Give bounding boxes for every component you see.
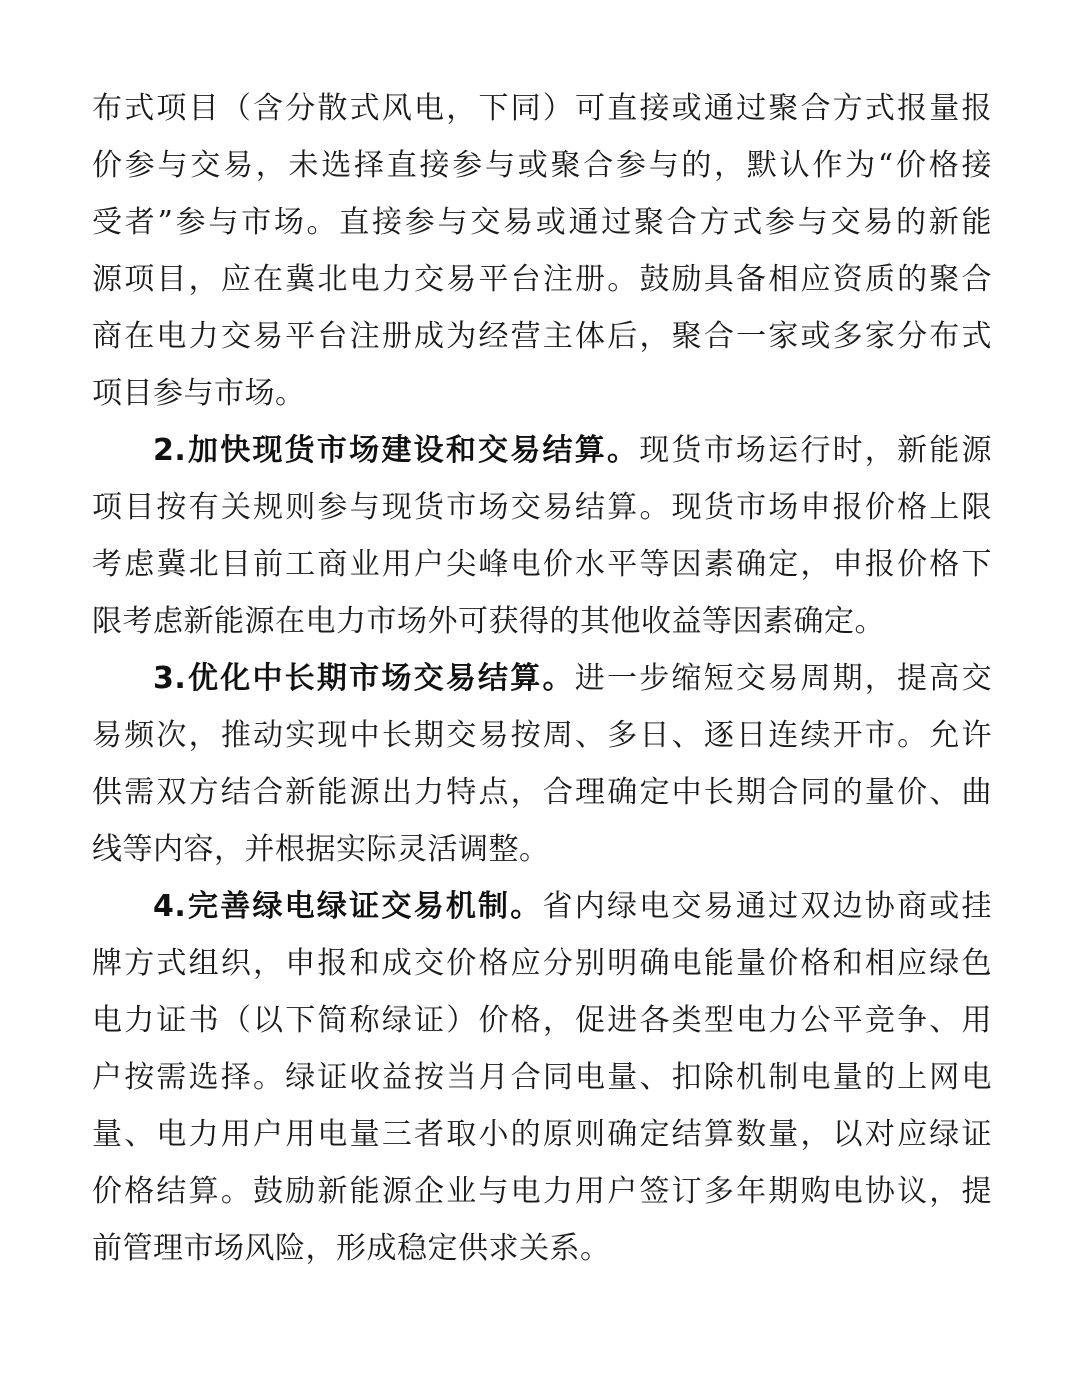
section-3-text: 进一步缩短交易周期，提高交 bbox=[574, 661, 992, 696]
text-line: 受者”参与市场。直接参与交易或通过聚合方式参与交易的新能 bbox=[92, 205, 992, 240]
text-line: 易频次，推动实现中长期交易按周、多日、逐日连续开市。允许 bbox=[92, 718, 992, 753]
text-line: 项目按有关规则参与现货市场交易结算。现货市场申报价格上限 bbox=[92, 490, 992, 525]
section-4-heading: 4.完善绿电绿证交易机制。 bbox=[153, 889, 543, 924]
section-3-heading: 3.优化中长期市场交易结算。 bbox=[153, 661, 575, 696]
section-2-first-line bbox=[92, 422, 992, 479]
section-2-text: 现货市场运行时，新能源 bbox=[639, 433, 992, 468]
text-line: 量、电力用户用电量三者取小的原则确定结算数量，以对应绿证 bbox=[92, 1117, 992, 1152]
text-line: 前管理市场风险，形成稳定供求关系。 bbox=[92, 1231, 611, 1266]
section-4-text: 省内绿电交易通过双边协商或挂 bbox=[542, 889, 992, 924]
text-line: 商在电力交易平台注册成为经营主体后，聚合一家或多家分布式 bbox=[92, 319, 992, 354]
text-line: 布式项目（含分散式风电，下同）可直接或通过聚合方式报量报 bbox=[92, 91, 992, 126]
text-line: 供需双方结合新能源出力特点，合理确定中长期合同的量价、曲 bbox=[92, 775, 992, 810]
text-line: 限考虑新能源在电力市场外可获得的其他收益等因素确定。 bbox=[92, 604, 885, 639]
text-line: 电力证书（以下简称绿证）价格，促进各类型电力公平竞争、用 bbox=[92, 1003, 992, 1038]
section-4-first-line bbox=[92, 878, 992, 935]
section-3-first-line bbox=[92, 650, 992, 707]
text-line: 源项目，应在冀北电力交易平台注册。鼓励具备相应资质的聚合 bbox=[92, 262, 992, 297]
text-line: 项目参与市场。 bbox=[92, 376, 306, 411]
document-page bbox=[92, 80, 992, 1277]
text-line: 牌方式组织，申报和成交价格应分别明确电能量价格和相应绿色 bbox=[92, 946, 992, 981]
text-line: 考虑冀北目前工商业用户尖峰电价水平等因素确定，申报价格下 bbox=[92, 547, 992, 582]
text-line: 价格结算。鼓励新能源企业与电力用户签订多年期购电协议，提 bbox=[92, 1174, 992, 1209]
section-2-heading: 2.加快现货市场建设和交易结算。 bbox=[153, 433, 640, 468]
text-line: 线等内容，并根据实际灵活调整。 bbox=[92, 832, 550, 867]
text-line: 户按需选择。绿证收益按当月合同电量、扣除机制电量的上网电 bbox=[92, 1060, 992, 1095]
text-line: 价参与交易，未选择直接参与或聚合参与的，默认作为“价格接 bbox=[92, 148, 992, 183]
